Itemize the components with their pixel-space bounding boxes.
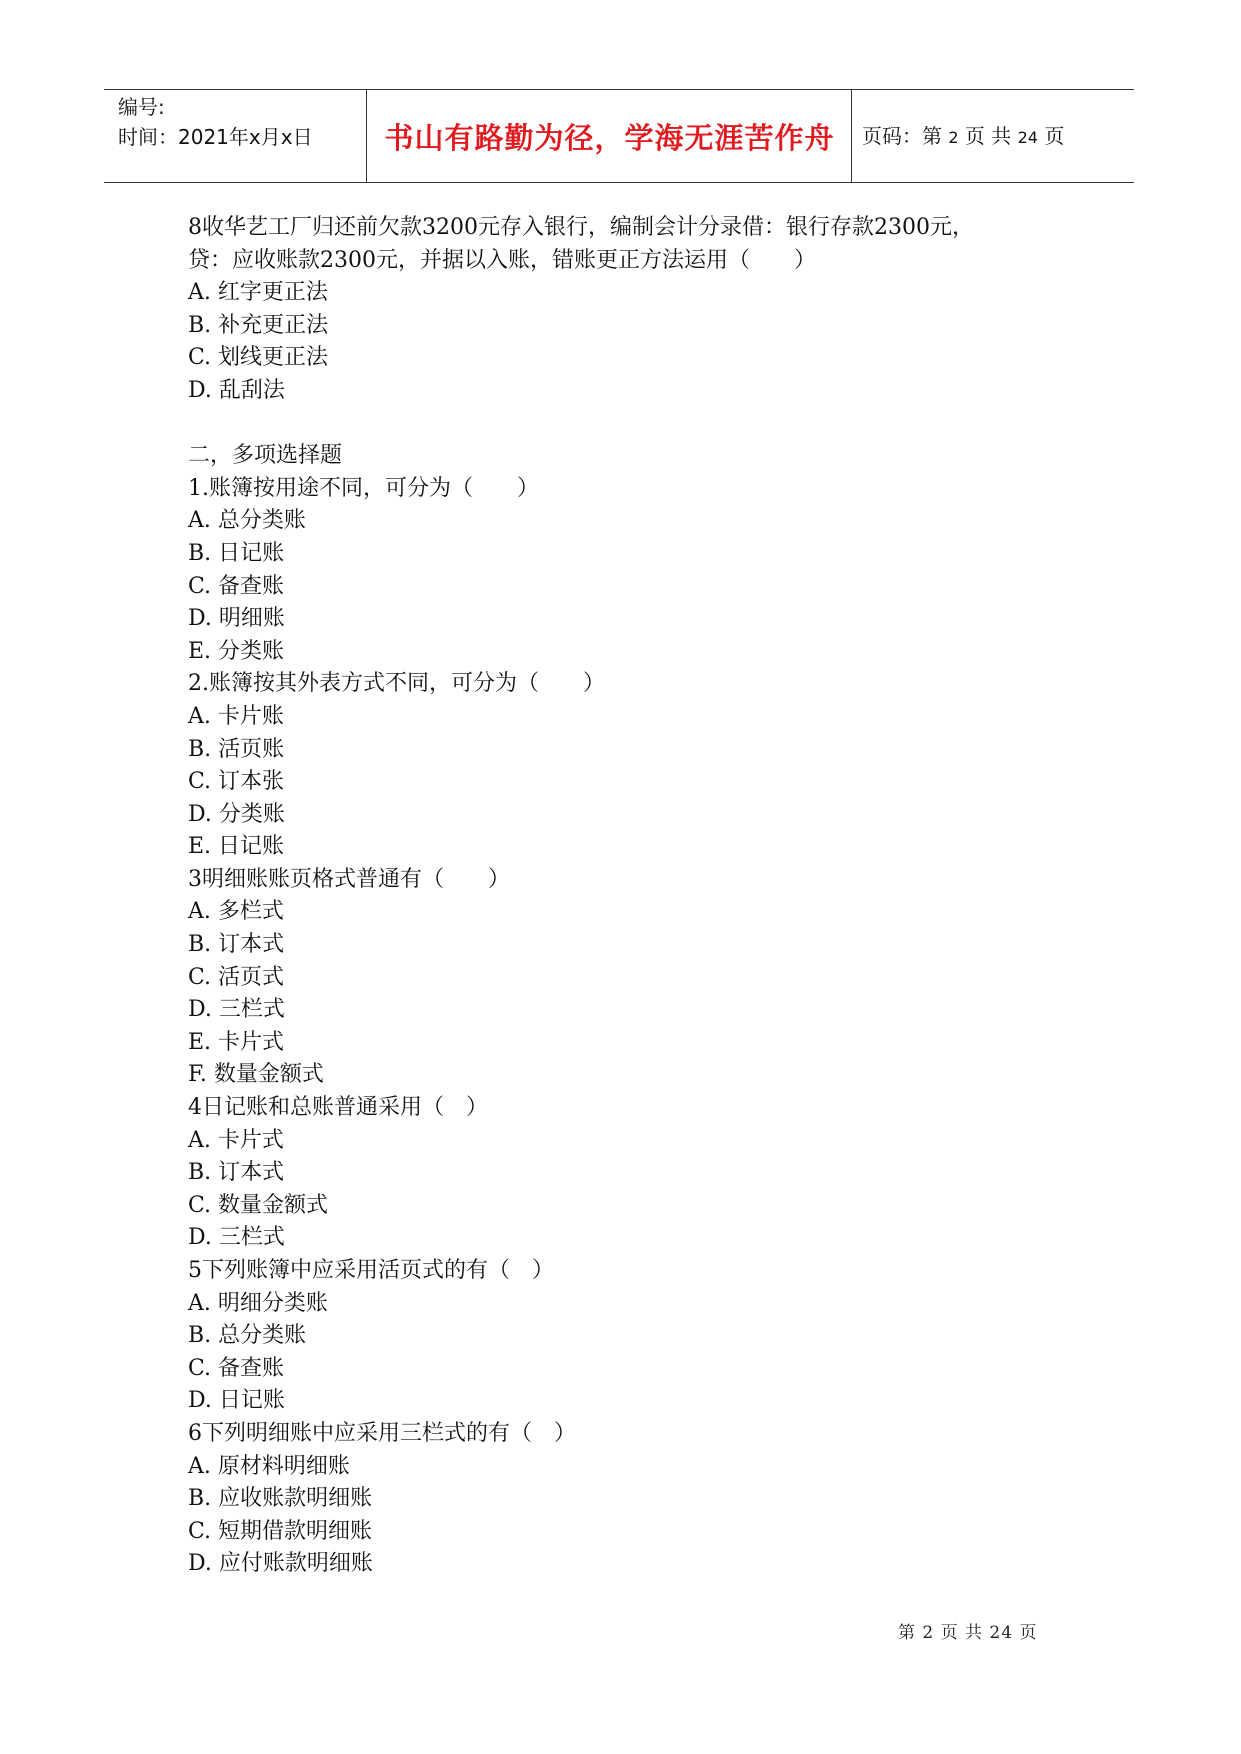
- document-line: D. 三栏式: [188, 1225, 285, 1251]
- document-line: B. 应收账款明细账: [188, 1486, 373, 1512]
- document-line: A. 总分类账: [188, 508, 306, 534]
- page-current: 2: [948, 128, 959, 147]
- document-line: E. 分类账: [188, 638, 285, 664]
- document-line: A. 明细分类账: [188, 1290, 328, 1316]
- document-line: D. 应付账款明细账: [188, 1551, 373, 1577]
- header-motto: 书山有路勤为径，学海无涯苦作舟: [384, 121, 835, 155]
- page-footer: 第 2 页 共 24 页: [898, 1623, 1038, 1643]
- header-number-label: 编号:: [118, 95, 165, 119]
- document-line: 3明细账账页格式普通有（ ）: [188, 866, 510, 892]
- document-line: D. 明细账: [188, 606, 285, 632]
- blank-line: [188, 408, 1068, 441]
- document-body: [188, 212, 1068, 1581]
- document-line: A. 原材料明细账: [188, 1453, 350, 1479]
- document-line: 5下列账簿中应采用活页式的有（ ）: [188, 1258, 554, 1283]
- header-page-indicator: [862, 120, 1064, 149]
- document-line: D. 分类账: [188, 801, 285, 827]
- document-line: B. 活页账: [188, 736, 285, 762]
- document-line: B. 订本式: [188, 932, 285, 958]
- document-line: E. 卡片式: [188, 1029, 285, 1055]
- document-line: D. 三栏式: [188, 997, 285, 1023]
- page-header: [104, 89, 1134, 183]
- page-total: 24: [1017, 128, 1038, 147]
- document-line: C. 短期借款明细账: [188, 1518, 373, 1544]
- document-line: A. 多栏式: [188, 899, 284, 925]
- document-line: C. 数量金额式: [188, 1192, 329, 1218]
- document-line: C. 活页式: [188, 964, 285, 990]
- header-info: [118, 92, 313, 152]
- document-line: 8收华艺工厂归还前欠款3200元存入银行，编制会计分录借：银行存款2300元，: [188, 215, 974, 240]
- document-line: 二，多项选择题: [188, 443, 343, 469]
- document-line: B. 总分类账: [188, 1323, 307, 1349]
- document-line: D. 日记账: [188, 1388, 285, 1414]
- document-line: B. 补充更正法: [188, 312, 329, 338]
- document-line: B. 订本式: [188, 1160, 285, 1186]
- page-prefix: 页码：第: [862, 124, 942, 148]
- document-line: 1.账簿按用途不同，可分为（ ）: [188, 475, 539, 501]
- document-line: 2.账簿按其外表方式不同，可分为（ ）: [188, 671, 605, 697]
- document-line: B. 日记账: [188, 540, 285, 566]
- document-line: C. 备查账: [188, 1355, 285, 1381]
- document-line: F. 数量金额式: [188, 1062, 324, 1088]
- document-line: A. 红字更正法: [188, 280, 328, 306]
- document-line: E. 日记账: [188, 834, 285, 860]
- header-divider-left: [366, 90, 367, 182]
- document-line: A. 卡片账: [188, 703, 284, 729]
- document-line: A. 卡片式: [188, 1127, 284, 1153]
- document-line: C. 划线更正法: [188, 345, 329, 371]
- header-divider-right: [851, 90, 852, 182]
- document-line: 4日记账和总账普通采用（ ）: [188, 1095, 488, 1121]
- document-line: C. 订本张: [188, 769, 285, 795]
- header-time-label: 时间：2021年x月x日: [118, 125, 313, 149]
- page-suffix: 页: [1044, 124, 1065, 148]
- page-middle: 页 共: [964, 124, 1012, 148]
- document-line: D. 乱刮法: [188, 377, 285, 403]
- document-line: C. 备查账: [188, 573, 285, 599]
- document-line: 6下列明细账中应采用三栏式的有（ ）: [188, 1420, 576, 1446]
- document-line: 贷：应收账款2300元，并据以入账，错账更正方法运用（ ）: [188, 247, 816, 273]
